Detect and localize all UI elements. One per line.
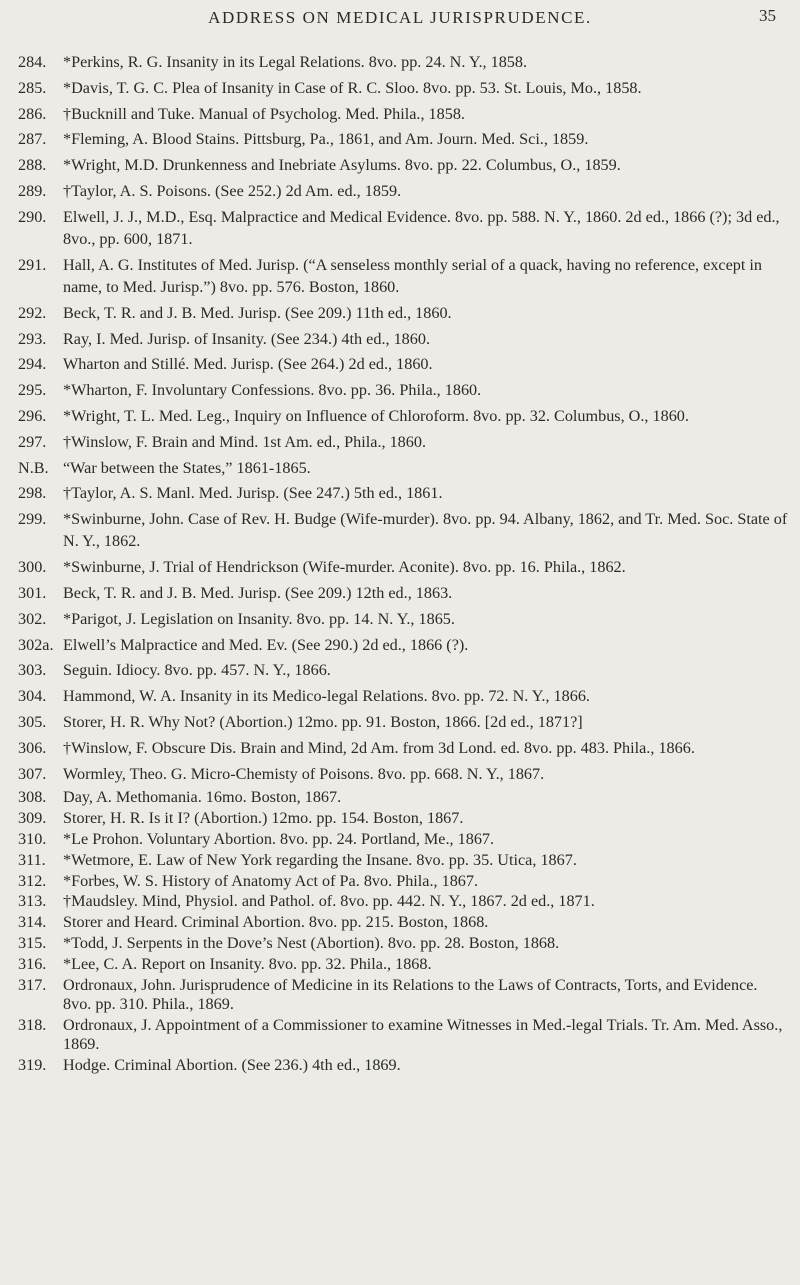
entry-text: Elwell’s Malpractice and Med. Ev. (See 290.) 2d ed., 1866 (?). xyxy=(63,635,469,654)
entry-text: Hall, A. G. Institutes of Med. Jurisp. (“A senseless monthly serial of a quack, having no reference, except in name, to Med. Jurisp.”) 8vo. pp. 576. Boston, 1860. xyxy=(63,255,763,296)
entry-number: 284. xyxy=(18,53,47,71)
entry-text: *Swinburne, John. Case of Rev. H. Budge (Wife-murder). 8vo. pp. 94. Albany, 1862, and Tr. Med. Soc. State of N. Y., 1862. xyxy=(63,510,788,551)
entry-text: “War between the States,” 1861-1865. xyxy=(63,458,311,477)
bibliography-entry xyxy=(18,482,788,504)
page-number: 35 xyxy=(759,6,776,25)
entry-number: 309. xyxy=(18,809,47,828)
entry-text: *Davis, T. G. C. Plea of Insanity in Case of R. C. Sloo. 8vo. pp. 53. St. Louis, Mo., 1858. xyxy=(63,78,642,97)
bibliography-entry xyxy=(18,934,788,953)
entry-number: 298. xyxy=(18,484,47,503)
entry-text: *Parigot, J. Legislation on Insanity. 8vo. pp. 14. N. Y., 1865. xyxy=(63,609,455,628)
entry-text: *Wetmore, E. Law of New York regarding the Insane. 8vo. pp. 35. Utica, 1867. xyxy=(63,850,577,869)
entry-number: 295. xyxy=(18,381,47,400)
entry-text: *Swinburne, J. Trial of Hendrickson (Wife-murder. Aconite). 8vo. pp. 16. Phila., 1862. xyxy=(63,558,626,577)
entry-number: 307. xyxy=(18,764,47,783)
entry-text: †Winslow, F. Obscure Dis. Brain and Mind, 2d Am. from 3d Lond. ed. 8vo. pp. 483. Phila., 1866. xyxy=(63,738,695,757)
bibliography-entry xyxy=(18,788,788,807)
entry-text: †Winslow, F. Brain and Mind. 1st Am. ed., Phila., 1860. xyxy=(63,432,427,451)
entry-number: 302. xyxy=(18,609,47,628)
entry-number: 303. xyxy=(18,661,47,680)
bibliography-entry xyxy=(18,851,788,870)
bibliography-entry xyxy=(18,206,788,250)
entry-number: 315. xyxy=(18,933,47,952)
bibliography-entry xyxy=(18,763,788,785)
entry-text: Wormley, Theo. G. Micro-Chemisty of Poisons. 8vo. pp. 668. N. Y., 1867. xyxy=(63,764,545,783)
entry-text: Storer, H. R. Is it I? (Abortion.) 12mo. pp. 154. Boston, 1867. xyxy=(63,809,464,828)
entry-number: 310. xyxy=(18,829,47,848)
entry-number: 314. xyxy=(18,913,47,932)
entry-text: *Todd, J. Serpents in the Dove’s Nest (Abortion). 8vo. pp. 28. Boston, 1868. xyxy=(63,933,560,952)
entry-number: 305. xyxy=(18,712,47,731)
bibliography-entry xyxy=(18,103,788,125)
bibliography-entry xyxy=(18,302,788,324)
bibliography-entry xyxy=(18,685,788,707)
bibliography-list xyxy=(18,51,788,1077)
entry-text: *Wharton, F. Involuntary Confessions. 8vo. pp. 36. Phila., 1860. xyxy=(63,381,482,400)
entry-number: 301. xyxy=(18,583,47,602)
bibliography-entry xyxy=(18,913,788,932)
entry-number: 291. xyxy=(18,255,47,274)
entry-text: *Forbes, W. S. History of Anatomy Act of Pa. 8vo. Phila., 1867. xyxy=(63,871,479,890)
bibliography-entry xyxy=(18,154,788,176)
entry-text: Ray, I. Med. Jurisp. of Insanity. (See 234.) 4th ed., 1860. xyxy=(63,329,431,348)
entry-number: 302a. xyxy=(18,635,54,654)
entry-text: Day, A. Methomania. 16mo. Boston, 1867. xyxy=(63,788,342,807)
bibliography-entry xyxy=(18,1016,788,1055)
bibliography-entry xyxy=(18,872,788,891)
entry-text: †Taylor, A. S. Poisons. (See 252.) 2d Am. ed., 1859. xyxy=(63,181,402,200)
bibliography-entry xyxy=(18,892,788,911)
entry-text: Ordronaux, John. Jurisprudence of Medicine in its Relations to the Laws of Contracts, Torts, and Evidence. 8vo. pp. 310. Phila., 1869. xyxy=(63,975,758,1013)
running-head: ADDRESS ON MEDICAL JURISPRUDENCE. xyxy=(208,8,592,27)
entry-number: 285. xyxy=(18,78,47,97)
bibliography-entry xyxy=(18,737,788,759)
bibliography-entry xyxy=(18,405,788,427)
entry-text: †Bucknill and Tuke. Manual of Psycholog. Med. Phila., 1858. xyxy=(63,104,465,123)
entry-text: *Lee, C. A. Report on Insanity. 8vo. pp. 32. Phila., 1868. xyxy=(63,954,432,973)
entry-text: Storer and Heard. Criminal Abortion. 8vo. pp. 215. Boston, 1868. xyxy=(63,913,489,932)
entry-number: 299. xyxy=(18,510,47,529)
entry-number: 296. xyxy=(18,406,47,425)
entry-number: 312. xyxy=(18,871,47,890)
bibliography-entry xyxy=(18,508,788,552)
entry-text: *Fleming, A. Blood Stains. Pittsburg, Pa., 1861, and Am. Journ. Med. Sci., 1859. xyxy=(63,130,589,149)
bibliography-entry xyxy=(18,582,788,604)
entry-text: †Taylor, A. S. Manl. Med. Jurisp. (See 247.) 5th ed., 1861. xyxy=(63,484,443,503)
entry-text: †Maudsley. Mind, Physiol. and Pathol. of. 8vo. pp. 442. N. Y., 1867. 2d ed., 1871. xyxy=(63,892,595,911)
entry-text: Beck, T. R. and J. B. Med. Jurisp. (See 209.) 12th ed., 1863. xyxy=(63,583,453,602)
entry-text: Ordronaux, J. Appointment of a Commissioner to examine Witnesses in Med.-legal Trials. Tr. Am. Med. Asso., 1869. xyxy=(63,1015,783,1054)
entry-text: *Perkins, R. G. Insanity in its Legal Relations. 8vo. pp. 24. N. Y., 1858. xyxy=(63,53,528,71)
entry-number: 292. xyxy=(18,303,47,322)
bibliography-entry xyxy=(18,379,788,401)
bibliography-entry xyxy=(18,77,788,99)
entry-number: 313. xyxy=(18,892,47,911)
entry-number: 293. xyxy=(18,329,47,348)
bibliography-entry xyxy=(18,457,788,479)
entry-number: 289. xyxy=(18,181,47,200)
bibliography-entry xyxy=(18,353,788,375)
bibliography-entry xyxy=(18,556,788,578)
bibliography-entry xyxy=(18,955,788,974)
entry-number: 317. xyxy=(18,975,47,994)
entry-number: 288. xyxy=(18,156,47,175)
entry-number: 308. xyxy=(18,788,47,807)
bibliography-entry xyxy=(18,1056,788,1075)
bibliography-entry xyxy=(18,51,788,73)
entry-number: 290. xyxy=(18,207,47,226)
entry-number: 304. xyxy=(18,687,47,706)
entry-text: *Wright, M.D. Drunkenness and Inebriate Asylums. 8vo. pp. 22. Columbus, O., 1859. xyxy=(63,156,621,175)
entry-text: Wharton and Stillé. Med. Jurisp. (See 264.) 2d ed., 1860. xyxy=(63,355,433,374)
bibliography-entry xyxy=(18,608,788,630)
entry-number: 318. xyxy=(18,1015,47,1034)
entry-text: *Wright, T. L. Med. Leg., Inquiry on Influence of Chloroform. 8vo. pp. 32. Columbus, O., 1860. xyxy=(63,406,689,425)
entry-number: 297. xyxy=(18,432,47,451)
entry-number: 316. xyxy=(18,954,47,973)
bibliography-entry xyxy=(18,328,788,350)
entry-number: N.B. xyxy=(18,458,49,477)
entry-text: Seguin. Idiocy. 8vo. pp. 457. N. Y., 1866. xyxy=(63,661,331,680)
entry-number: 286. xyxy=(18,104,47,123)
bibliography-entry xyxy=(18,809,788,828)
bibliography-entry xyxy=(18,254,788,298)
bibliography-entry xyxy=(18,128,788,150)
entry-number: 294. xyxy=(18,355,47,374)
entry-number: 311. xyxy=(18,850,46,869)
entry-number: 319. xyxy=(18,1055,47,1074)
bibliography-entry xyxy=(18,634,788,656)
bibliography-entry xyxy=(18,976,788,1015)
bibliography-entry xyxy=(18,711,788,733)
bibliography-entry xyxy=(18,180,788,202)
bibliography-entry xyxy=(18,431,788,453)
entry-number: 287. xyxy=(18,130,47,149)
entry-text: Storer, H. R. Why Not? (Abortion.) 12mo. pp. 91. Boston, 1866. [2d ed., 1871?] xyxy=(63,712,583,731)
bibliography-entry xyxy=(18,830,788,849)
entry-text: Elwell, J. J., M.D., Esq. Malpractice and Medical Evidence. 8vo. pp. 588. N. Y., 1860. 2d ed., 1866 (?); 3d ed., 8vo., pp. 600, 1871. xyxy=(63,207,780,248)
entry-number: 306. xyxy=(18,738,47,757)
entry-number: 300. xyxy=(18,558,47,577)
entry-text: Beck, T. R. and J. B. Med. Jurisp. (See 209.) 11th ed., 1860. xyxy=(63,303,452,322)
entry-text: Hodge. Criminal Abortion. (See 236.) 4th ed., 1869. xyxy=(63,1055,401,1074)
entry-text: Hammond, W. A. Insanity in its Medico-legal Relations. 8vo. pp. 72. N. Y., 1866. xyxy=(63,687,590,706)
entry-text: *Le Prohon. Voluntary Abortion. 8vo. pp. 24. Portland, Me., 1867. xyxy=(63,829,495,848)
bibliography-entry xyxy=(18,659,788,681)
